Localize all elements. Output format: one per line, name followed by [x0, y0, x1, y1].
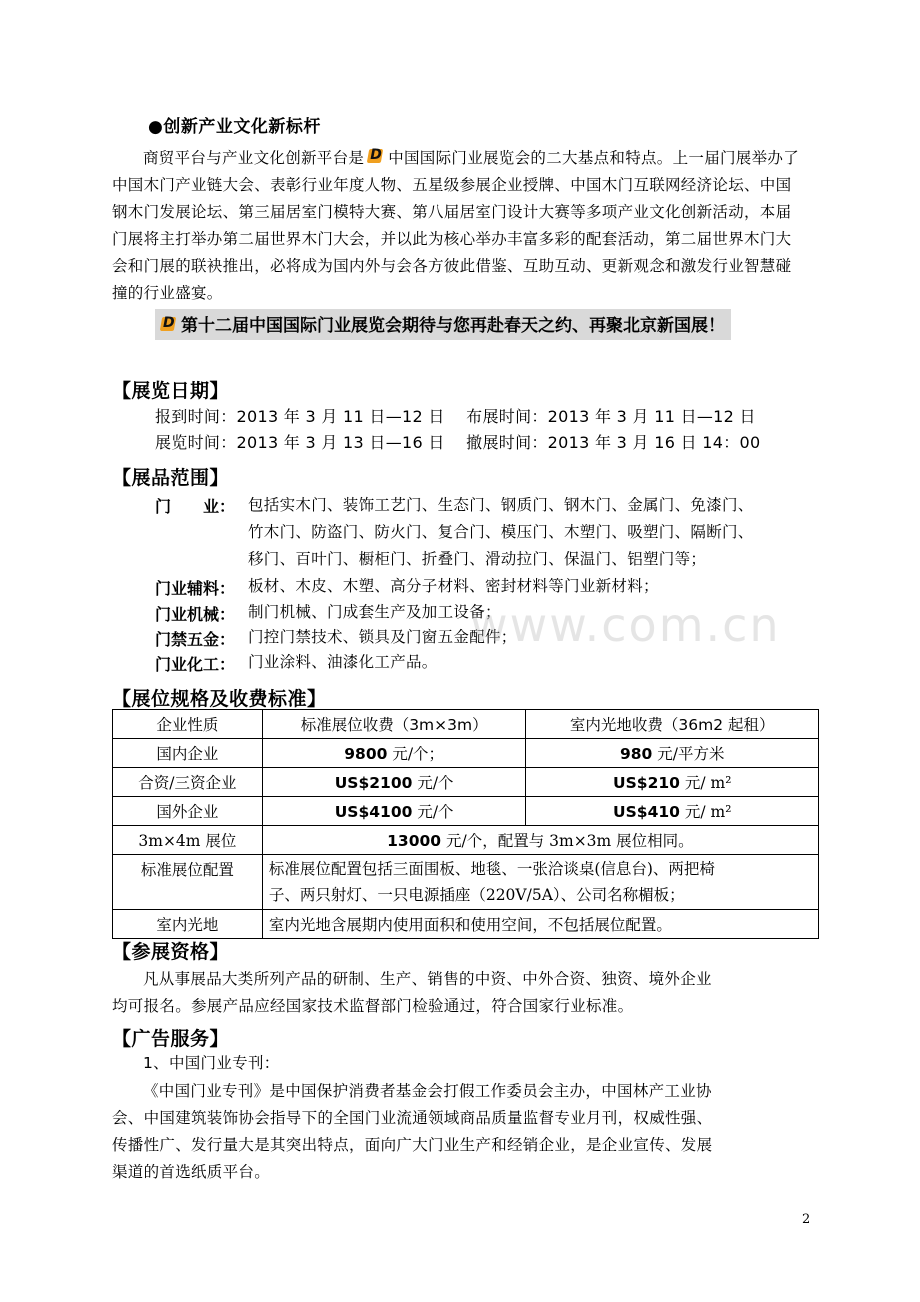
fee-unit: 元/个 — [412, 774, 454, 792]
table-header-row — [113, 710, 819, 739]
culture-text-2: 中国国际门业展览会的二大基点和特点。上一届门展举办了 — [388, 149, 800, 167]
table-row — [113, 855, 819, 910]
fee-amount: US$210 — [613, 774, 680, 792]
table-row — [113, 826, 819, 855]
scope-door-line: 竹木门、防盗门、防火门、复合门、模压门、木塑门、吸塑门、隔断门、 — [248, 523, 754, 541]
company-type-cell: 室内光地 — [113, 910, 263, 939]
table-row — [113, 739, 819, 768]
expo-logo-icon: D — [159, 315, 179, 333]
culture-line: 会和门展的联袂推出，必将成为国内外与会各方彼此借鉴、互助互动、更新观念和激发行业智慧碰 — [112, 257, 792, 275]
scope-hardware-text: 门控门禁技术、锁具及门窗五金配件； — [248, 628, 517, 646]
eligibility-line: 均可报名。参展产品应经国家技术监督部门检验通过，符合国家行业标准。 — [112, 997, 634, 1015]
fees-table — [112, 709, 819, 939]
standard-fee-cell — [262, 768, 526, 797]
page-number: 2 — [802, 1212, 811, 1227]
culture-para-first-line — [143, 145, 799, 172]
ads-line: 《中国门业专刊》是中国保护消费者基金会打假工作委员会主办，中国林产工业协 — [143, 1082, 712, 1100]
scope-chemical-text: 门业涂料、油漆化工产品。 — [248, 653, 438, 671]
culture-line: 门展将主打举办第二届世界木门大会，并以此为核心举办丰富多彩的配套活动，第二届世界木门大 — [112, 230, 792, 248]
raw-space-fee-cell — [526, 797, 819, 826]
section-heading-eligibility: 【参展资格】 — [112, 941, 230, 963]
table-header-cell: 标准展位收费（3m×3m） — [262, 710, 526, 739]
raw-space-note-cell: 室内光地含展期内使用面积和使用空间，不包括展位配置。 — [262, 910, 818, 939]
fee-amount: 9800 — [344, 745, 388, 763]
fee-amount: US$410 — [613, 803, 680, 821]
standard-fee-cell — [262, 739, 526, 768]
fee-amount: 980 — [619, 745, 653, 763]
fee-unit: 元/个； — [387, 745, 445, 763]
ads-subheading: 1、中国门业专刊： — [143, 1054, 280, 1072]
dates-line-1: 报到时间：2013 年 3 月 11 日—12 日 布展时间：2013 年 3 月 11 日—12 日 — [155, 407, 756, 426]
config-line: 标准展位配置包括三面围板、地毯、一张洽谈桌(信息台)、两把椅 — [268, 860, 715, 878]
fee-unit: 元/ m² — [679, 803, 732, 821]
fee-unit: 元/平方米 — [652, 745, 725, 763]
company-type-cell: 3m×4m 展位 — [113, 826, 263, 855]
company-type-cell: 标准展位配置 — [113, 855, 263, 910]
fee-amount: US$2100 — [334, 774, 413, 792]
fee-unit: 元/ m² — [679, 774, 732, 792]
expo-logo-icon: D — [366, 147, 386, 165]
fee-amount: 13000 — [387, 832, 442, 850]
scope-label-hardware: 门禁五金： — [155, 630, 236, 649]
watermark: www.com.cn — [470, 598, 781, 652]
config-line: 子、两只射灯、一只电源插座（220V/5A）、公司名称楣板； — [268, 886, 685, 904]
culture-text-1: 商贸平台与产业文化创新平台是 — [143, 149, 365, 167]
table-row — [113, 768, 819, 797]
fee-unit: 元/个 — [412, 803, 454, 821]
config-cell — [262, 855, 818, 910]
scope-label-door: 门 业： — [155, 497, 236, 516]
standard-fee-cell — [262, 797, 526, 826]
scope-label-machinery: 门业机械： — [155, 605, 236, 624]
section-heading-ads: 【广告服务】 — [112, 1028, 230, 1050]
fee-unit: 元/个，配置与 3m×3m 展位相同。 — [441, 832, 694, 850]
scope-door-line: 包括实木门、装饰工艺门、生态门、钢质门、钢木门、金属门、免漆门、 — [248, 496, 754, 514]
dates-line-2: 展览时间：2013 年 3 月 13 日—16 日 撤展时间：2013 年 3 月 16 日 14：00 — [155, 433, 761, 452]
fee-amount: US$4100 — [334, 803, 413, 821]
section-heading-fees: 【展位规格及收费标准】 — [112, 688, 327, 710]
banner-text: 第十二届中国国际门业展览会期待与您再赴春天之约、再聚北京新国展！ — [181, 316, 725, 336]
table-header-cell: 企业性质 — [113, 710, 263, 739]
ads-line: 传播性广、发行量大是其突出特点，面向广大门业生产和经销企业，是企业宣传、发展 — [112, 1136, 713, 1154]
table-header-cell: 室内光地收费（36m2 起租） — [526, 710, 819, 739]
scope-label-chemical: 门业化工： — [155, 655, 236, 674]
table-row — [113, 910, 819, 939]
company-type-cell: 合资/三资企业 — [113, 768, 263, 797]
table-row — [113, 797, 819, 826]
company-type-cell: 国内企业 — [113, 739, 263, 768]
scope-label-materials: 门业辅料： — [155, 579, 236, 598]
booth-3x4-fee-cell — [262, 826, 818, 855]
section-heading-dates: 【展览日期】 — [112, 380, 230, 402]
company-type-cell: 国外企业 — [113, 797, 263, 826]
eligibility-line: 凡从事展品大类所列产品的研制、生产、销售的中资、中外合资、独资、境外企业 — [143, 970, 712, 988]
scope-door-line: 移门、百叶门、橱柜门、折叠门、滑动拉门、保温门、铝塑门等； — [248, 550, 707, 568]
expo-banner — [155, 309, 731, 340]
scope-materials-text: 板材、木皮、木塑、高分子材料、密封材料等门业新材料； — [248, 577, 659, 595]
ads-line: 渠道的首选纸质平台。 — [112, 1163, 271, 1181]
section-heading-culture: ●创新产业文化新标杆 — [148, 117, 321, 137]
raw-space-fee-cell — [526, 768, 819, 797]
culture-line: 钢木门发展论坛、第三届居室门模特大赛、第八届居室门设计大赛等多项产业文化创新活动，本届 — [112, 203, 792, 221]
raw-space-fee-cell — [526, 739, 819, 768]
scope-machinery-text: 制门机械、门成套生产及加工设备； — [248, 603, 501, 621]
section-heading-scope: 【展品范围】 — [112, 467, 230, 489]
culture-line: 中国木门产业链大会、表彰行业年度人物、五星级参展企业授牌、中国木门互联网经济论坛、中国 — [112, 176, 792, 194]
culture-line: 撞的行业盛宴。 — [112, 284, 223, 302]
ads-line: 会、中国建筑装饰协会指导下的全国门业流通领域商品质量监督专业月刊，权威性强、 — [112, 1109, 713, 1127]
